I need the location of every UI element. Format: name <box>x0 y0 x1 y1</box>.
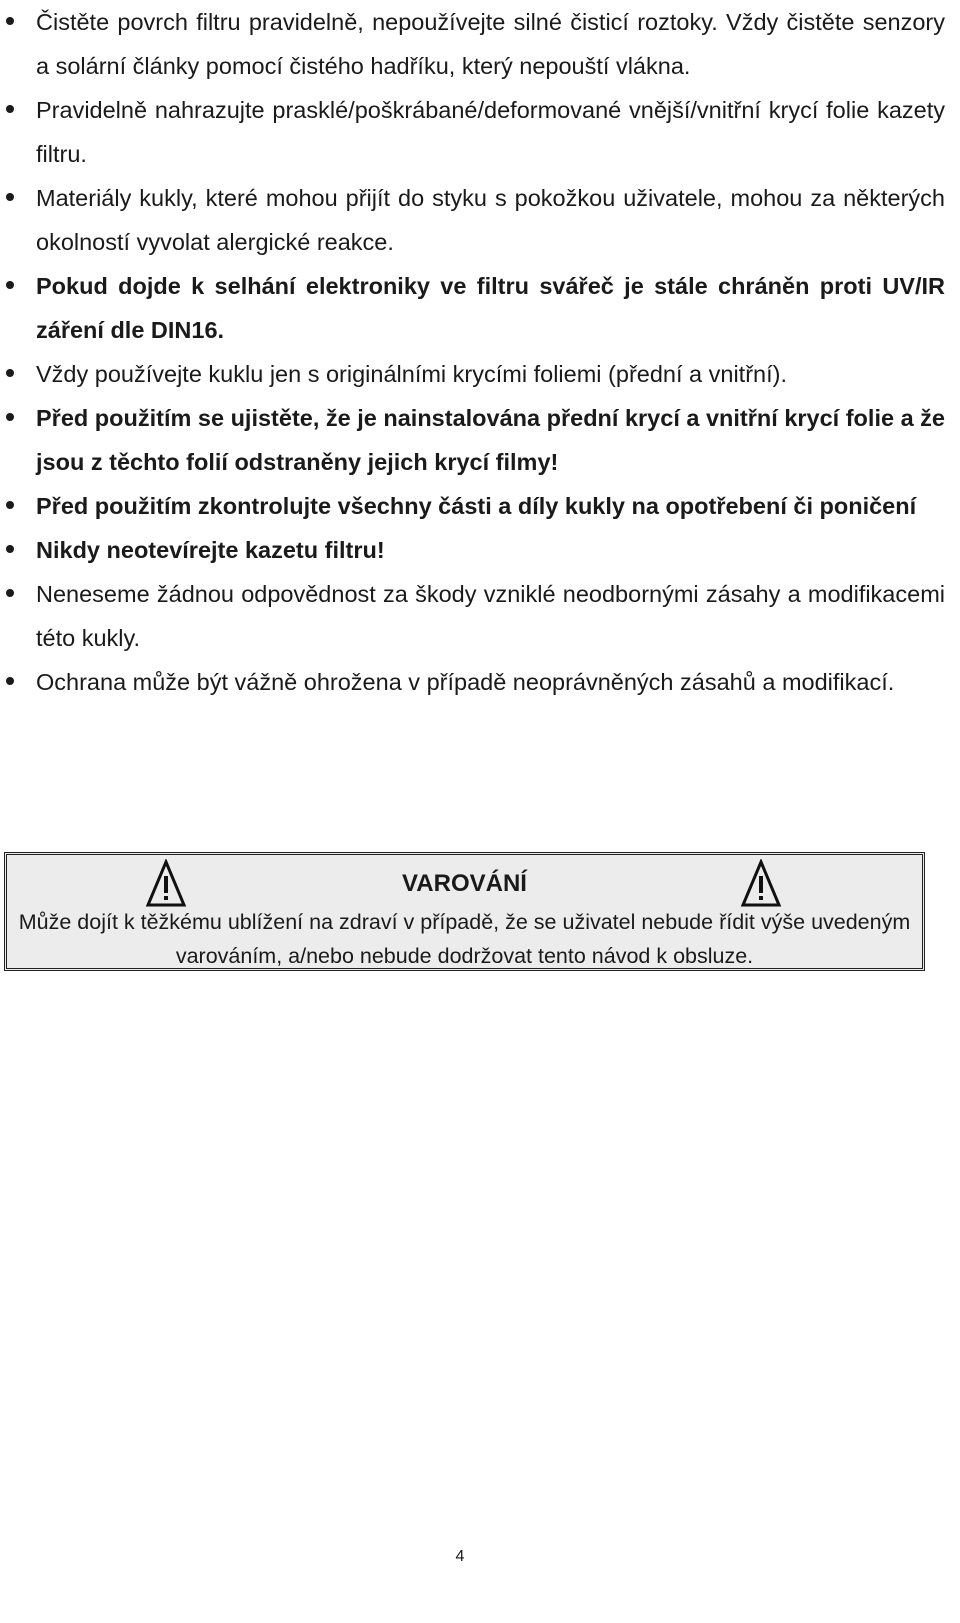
list-item <box>0 176 960 264</box>
list-item <box>0 660 960 704</box>
list-item-text: Před použitím se ujistěte, že je nainstalována přední krycí a vnitřní krycí folie a že jsou z těchto folií odstraněny jejich krycí filmy! <box>36 405 945 475</box>
list-item-text: Čistěte povrch filtru pravidelně, nepoužívejte silné čisticí roztoky. Vždy čistěte senzory a solární články pomocí čistého hadříku, který nepouští vlákna. <box>36 9 945 79</box>
list-item <box>0 528 960 572</box>
list-item <box>0 88 960 176</box>
safety-bullet-list <box>0 0 960 704</box>
bullet-icon <box>6 281 14 289</box>
bullet-icon <box>6 545 14 553</box>
list-item-text: Materiály kukly, které mohou přijít do styku s pokožkou uživatele, mohou za některých okolností vyvolat alergické reakce. <box>36 185 945 255</box>
list-item <box>0 264 960 352</box>
list-item-text: Před použitím zkontrolujte všechny části a díly kukly na opotřebení či poničení <box>36 493 917 519</box>
list-item <box>0 0 960 88</box>
page-number: 4 <box>455 1548 465 1565</box>
bullet-icon <box>6 17 14 25</box>
list-item <box>0 484 960 528</box>
list-item-text: Neneseme žádnou odpovědnost za škody vzniklé neodbornými zásahy a modifikacemi této kukly. <box>36 581 945 651</box>
bullet-icon <box>6 193 14 201</box>
warning-box <box>4 852 925 971</box>
bullet-icon <box>6 677 14 685</box>
list-item-text: Pravidelně nahrazujte prasklé/poškrábané/deformované vnější/vnitřní krycí folie kazety filtru. <box>36 97 945 167</box>
list-item <box>0 352 960 396</box>
list-item-text: Nikdy neotevírejte kazetu filtru! <box>36 537 385 563</box>
warning-title: VAROVÁNÍ <box>402 870 527 897</box>
list-item-text: Vždy používejte kuklu jen s originálními krycími foliemi (přední a vnitřní). <box>36 361 787 387</box>
bullet-icon <box>6 501 14 509</box>
list-item-text: Ochrana může být vážně ohrožena v případě neoprávněných zásahů a modifikací. <box>36 669 895 695</box>
bullet-icon <box>6 369 14 377</box>
bullet-icon <box>6 105 14 113</box>
warning-text: Může dojít k těžkému ublížení na zdraví v případě, že se uživatel nebude řídit výše uvedeným varováním, a/nebo nebude dodržovat tento návod k obsluze. <box>18 910 911 968</box>
list-item-text: Pokud dojde k selhání elektroniky ve filtru svářeč je stále chráněn proti UV/IR záření dle DIN16. <box>36 273 945 343</box>
bullet-icon <box>6 413 14 421</box>
bullet-icon <box>6 589 14 597</box>
list-item <box>0 572 960 660</box>
list-item <box>0 396 960 484</box>
